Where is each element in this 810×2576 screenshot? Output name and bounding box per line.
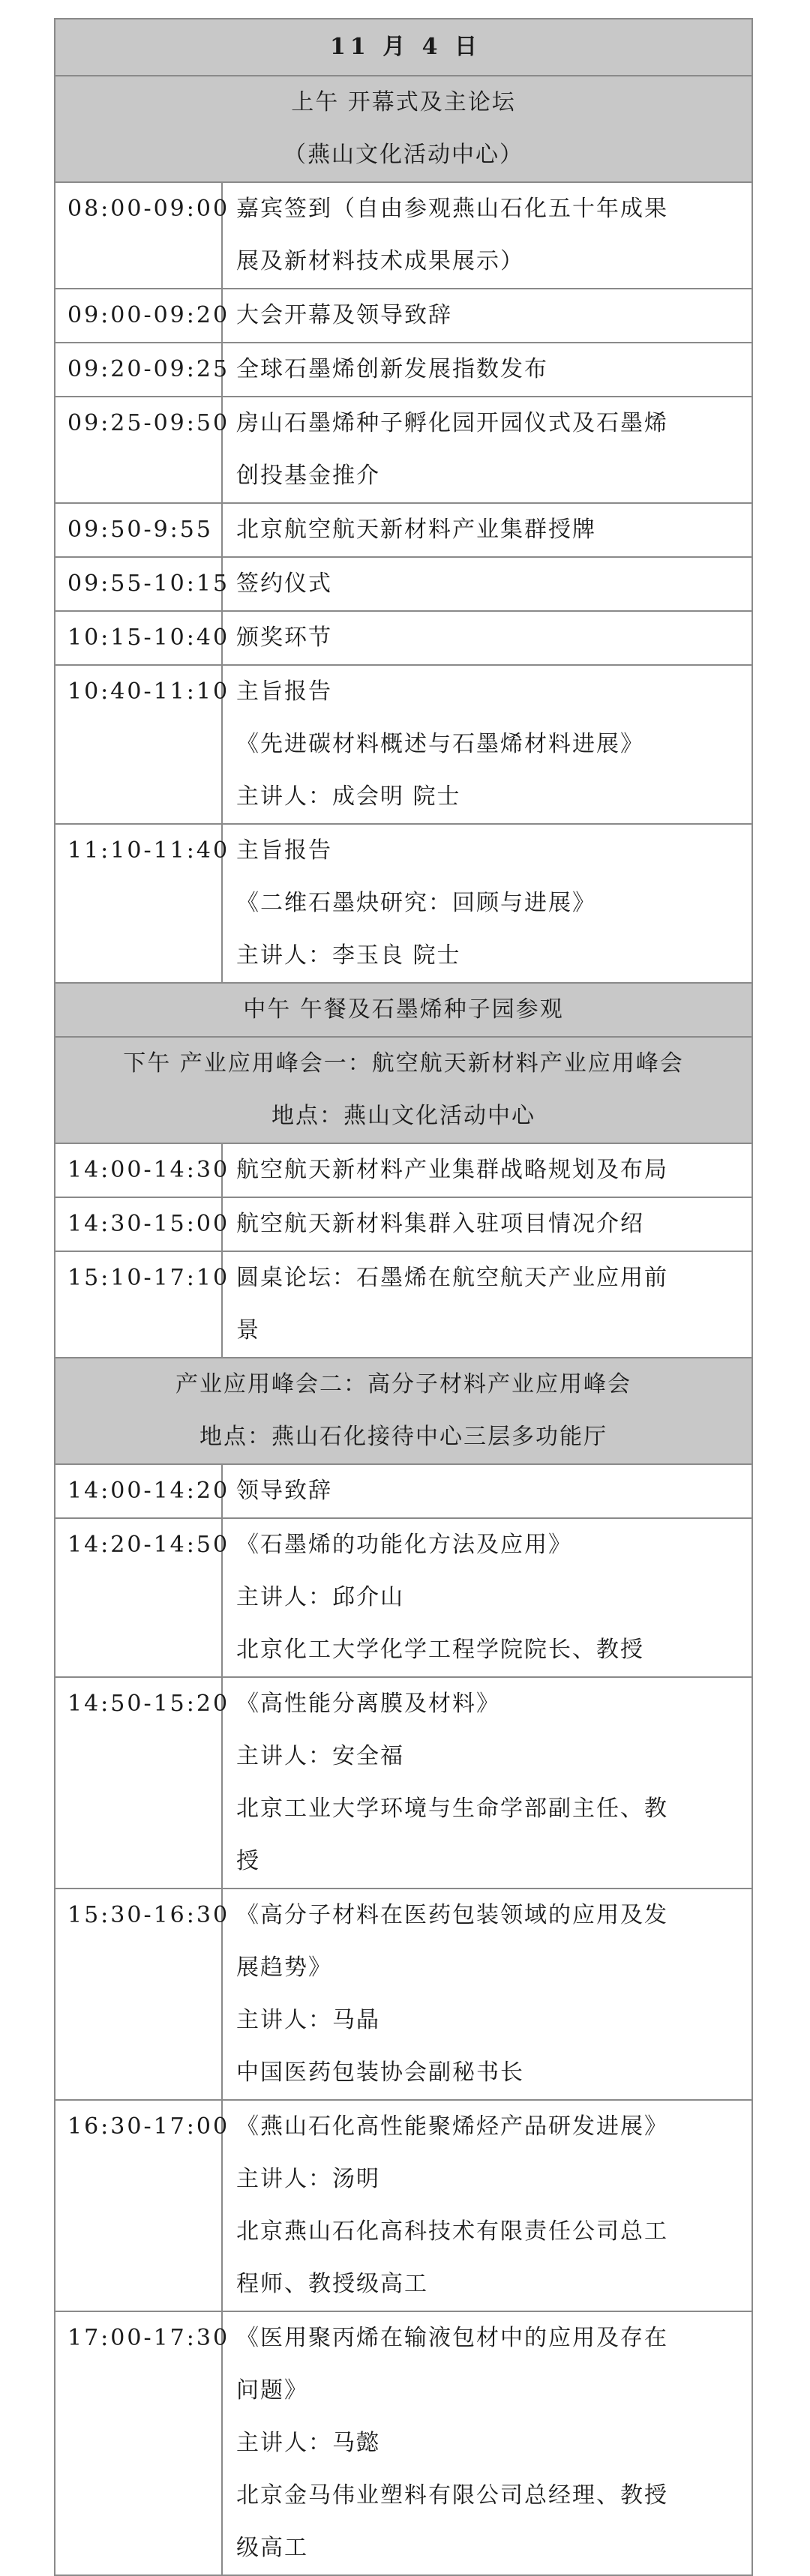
time-cell: 14:00-14:30 (55, 1143, 222, 1197)
item-line: 《二维石墨炔研究：回顾与进展》 (236, 890, 596, 916)
item-line: 北京工业大学环境与生命学部副主任、教 (236, 1796, 668, 1822)
schedule-row (55, 503, 752, 557)
item-line: 中国医药包装协会副秘书长 (236, 2059, 524, 2086)
item-line: 主讲人：安全福 (236, 1743, 404, 1769)
item-line: 《先进碳材料概述与石墨烯材料进展》 (236, 731, 644, 757)
item-line: 景 (236, 1317, 260, 1343)
item-line: 《石墨烯的功能化方法及应用》 (236, 1532, 572, 1558)
item-cell (222, 397, 752, 503)
item-line: 主旨报告 (236, 837, 332, 864)
item-line: 大会开幕及领导致辞 (236, 302, 452, 328)
item-line: 北京航空航天新材料产业集群授牌 (236, 517, 596, 543)
item-line: 房山石墨烯种子孵化园开园仪式及石墨烯 (236, 410, 668, 436)
section-header (55, 76, 752, 182)
schedule-row (55, 824, 752, 983)
item-cell (222, 1464, 752, 1518)
schedule-row (55, 665, 752, 824)
schedule-row (55, 343, 752, 397)
item-line: 《高分子材料在医药包装领域的应用及发 (236, 1902, 668, 1928)
time-cell: 11:10-11:40 (55, 824, 222, 983)
time-cell: 17:00-17:30 (55, 2311, 222, 2575)
section-noon (55, 983, 752, 1037)
item-cell (222, 1677, 752, 1889)
item-cell (222, 343, 752, 397)
item-cell (222, 1889, 752, 2100)
item-cell (222, 1143, 752, 1197)
time-cell: 10:40-11:10 (55, 665, 222, 824)
item-line: 展及新材料技术成果展示） (236, 248, 524, 274)
item-line: 北京金马伟业塑料有限公司总经理、教授 (236, 2482, 668, 2509)
time-cell: 09:55-10:15 (55, 557, 222, 611)
item-cell (222, 2311, 752, 2575)
schedule-row (55, 397, 752, 503)
schedule-row (55, 2100, 752, 2311)
item-line: 北京化工大学化学工程学院院长、教授 (236, 1637, 644, 1663)
item-line: 程师、教授级高工 (236, 2271, 428, 2297)
time-cell: 09:50-9:55 (55, 503, 222, 557)
schedule-row (55, 611, 752, 665)
section-afternoon-1 (55, 1037, 752, 1143)
time-cell: 14:00-14:20 (55, 1464, 222, 1518)
item-cell (222, 1518, 752, 1677)
time-cell: 09:25-09:50 (55, 397, 222, 503)
time-cell: 08:00-09:00 (55, 182, 222, 289)
schedule-row (55, 1518, 752, 1677)
time-cell: 16:30-17:00 (55, 2100, 222, 2311)
item-line: 问题》 (236, 2377, 308, 2404)
time-cell: 14:20-14:50 (55, 1518, 222, 1677)
time-cell: 09:00-09:20 (55, 289, 222, 343)
item-line: 级高工 (236, 2535, 308, 2561)
section-title: 产业应用峰会二：高分子材料产业应用峰会 (176, 1371, 632, 1397)
date-title: 11 月 4 日 (55, 19, 752, 76)
item-line: 颁奖环节 (236, 625, 332, 651)
schedule-row (55, 1464, 752, 1518)
item-line: 领导致辞 (236, 1478, 332, 1504)
item-line: 授 (236, 1848, 260, 1874)
schedule-row (55, 289, 752, 343)
item-cell (222, 1197, 752, 1251)
item-line: 航空航天新材料集群入驻项目情况介绍 (236, 1211, 644, 1237)
item-line: 航空航天新材料产业集群战略规划及布局 (236, 1157, 668, 1183)
item-line: 创投基金推介 (236, 463, 380, 489)
time-cell: 14:50-15:20 (55, 1677, 222, 1889)
item-line: 嘉宾签到（自由参观燕山石化五十年成果 (236, 196, 668, 222)
section-header (55, 1037, 752, 1143)
schedule-row (55, 2311, 752, 2575)
section-title: 下午 产业应用峰会一：航空航天新材料产业应用峰会 (123, 1050, 684, 1077)
item-cell (222, 1251, 752, 1358)
schedule-row (55, 1889, 752, 2100)
item-cell (222, 503, 752, 557)
item-line: 主讲人：邱介山 (236, 1584, 404, 1610)
time-cell: 15:30-16:30 (55, 1889, 222, 2100)
item-cell (222, 2100, 752, 2311)
item-cell (222, 289, 752, 343)
time-cell: 15:10-17:10 (55, 1251, 222, 1358)
item-line: 《医用聚丙烯在输液包材中的应用及存在 (236, 2325, 668, 2351)
section-title: 中午 午餐及石墨烯种子园参观 (243, 996, 564, 1023)
item-line: 主旨报告 (236, 678, 332, 705)
section-morning (55, 76, 752, 182)
item-line: 签约仪式 (236, 571, 332, 597)
item-line: 圆桌论坛：石墨烯在航空航天产业应用前 (236, 1265, 668, 1291)
schedule-row (55, 1677, 752, 1889)
item-cell (222, 665, 752, 824)
schedule-row (55, 557, 752, 611)
date-header-row (55, 19, 752, 76)
schedule-row (55, 1251, 752, 1358)
section-afternoon-2 (55, 1358, 752, 1464)
item-cell (222, 824, 752, 983)
schedule-row (55, 182, 752, 289)
item-line: 主讲人：汤明 (236, 2166, 380, 2192)
item-line: 《燕山石化高性能聚烯烃产品研发进展》 (236, 2113, 668, 2140)
item-line: 主讲人：马晶 (236, 2007, 380, 2033)
item-line: 《高性能分离膜及材料》 (236, 1691, 500, 1717)
section-location: （燕山文化活动中心） (284, 142, 524, 168)
item-line: 主讲人：成会明 院士 (236, 783, 461, 810)
section-header (55, 1358, 752, 1464)
section-title: 上午 开幕式及主论坛 (291, 89, 516, 115)
schedule-table (54, 18, 753, 2576)
section-header (55, 983, 752, 1037)
item-cell (222, 182, 752, 289)
schedule-body (55, 19, 752, 2575)
item-line: 主讲人：马懿 (236, 2430, 380, 2456)
section-location: 地点：燕山文化活动中心 (272, 1103, 536, 1129)
section-location: 地点：燕山石化接待中心三层多功能厅 (200, 1424, 608, 1450)
item-line: 北京燕山石化高科技术有限责任公司总工 (236, 2218, 668, 2245)
time-cell: 14:30-15:00 (55, 1197, 222, 1251)
time-cell: 09:20-09:25 (55, 343, 222, 397)
item-cell (222, 611, 752, 665)
schedule-row (55, 1197, 752, 1251)
item-line: 全球石墨烯创新发展指数发布 (236, 356, 548, 382)
item-line: 展趋势》 (236, 1954, 332, 1981)
item-line: 主讲人：李玉良 院士 (236, 942, 461, 969)
time-cell: 10:15-10:40 (55, 611, 222, 665)
item-cell (222, 557, 752, 611)
schedule-row (55, 1143, 752, 1197)
